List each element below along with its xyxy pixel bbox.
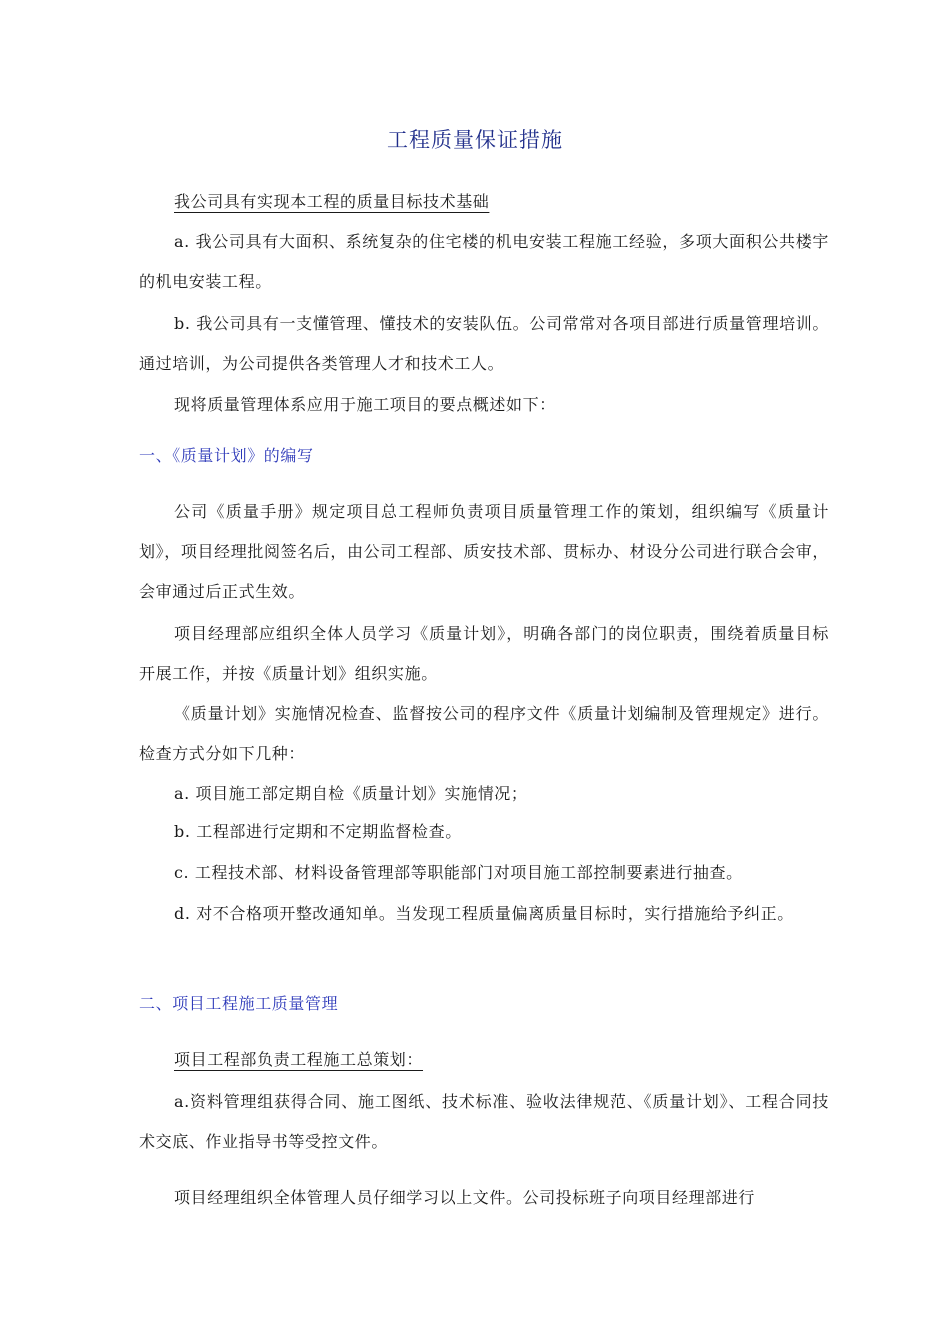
section2-subheading: 项目工程部负责工程施工总策划： bbox=[174, 1050, 424, 1069]
section1-paragraph-3: 《质量计划》实施情况检查、监督按公司的程序文件《质量计划编制及管理规定》进行。检查方式分如下几种： bbox=[139, 704, 829, 763]
section1-paragraph-1: 公司《质量手册》规定项目总工程师负责项目质量管理工作的策划，组织编写《质量计划》，项目经理批阅签名后，由公司工程部、质安技术部、贯标办、材设分公司进行联合会审，会审通过后正式生效。 bbox=[139, 502, 829, 601]
section2-heading: 二、项目工程施工质量管理 bbox=[139, 994, 339, 1013]
section1-item-c: c. 工程技术部、材料设备管理部等职能部门对项目施工部控制要素进行抽查。 bbox=[174, 863, 743, 882]
section1-item-b: b. 工程部进行定期和不定期监督检查。 bbox=[174, 822, 462, 841]
intro-item-b: b. 我公司具有一支懂管理、懂技术的安装队伍。公司常常对各项目部进行质量管理培训。通过培训，为公司提供各类管理人才和技术工人。 bbox=[139, 314, 829, 373]
section1-item-a: a. 项目施工部定期自检《质量计划》实施情况； bbox=[174, 784, 528, 803]
section2-paragraph-1: 项目经理组织全体管理人员仔细学习以上文件。公司投标班子向项目经理部进行 bbox=[174, 1188, 756, 1207]
intro-item-a: a. 我公司具有大面积、系统复杂的住宅楼的机电安装工程施工经验，多项大面积公共楼宇的机电安装工程。 bbox=[139, 232, 829, 291]
intro-summary: 现将质量管理体系应用于施工项目的要点概述如下： bbox=[174, 395, 556, 414]
intro-subheading: 我公司具有实现本工程的质量目标技术基础 bbox=[174, 192, 490, 211]
section1-heading: 一、《质量计划》的编写 bbox=[139, 446, 314, 465]
section2-item-a: a.资料管理组获得合同、施工图纸、技术标准、验收法律规范、《质量计划》、工程合同技术交底、作业指导书等受控文件。 bbox=[139, 1092, 829, 1151]
document-title: 工程质量保证措施 bbox=[387, 128, 563, 152]
section1-paragraph-2: 项目经理部应组织全体人员学习《质量计划》，明确各部门的岗位职责，围绕着质量目标开展工作，并按《质量计划》组织实施。 bbox=[139, 624, 829, 683]
section1-item-d: d. 对不合格项开整改通知单。当发现工程质量偏离质量目标时，实行措施给予纠正。 bbox=[174, 904, 794, 923]
